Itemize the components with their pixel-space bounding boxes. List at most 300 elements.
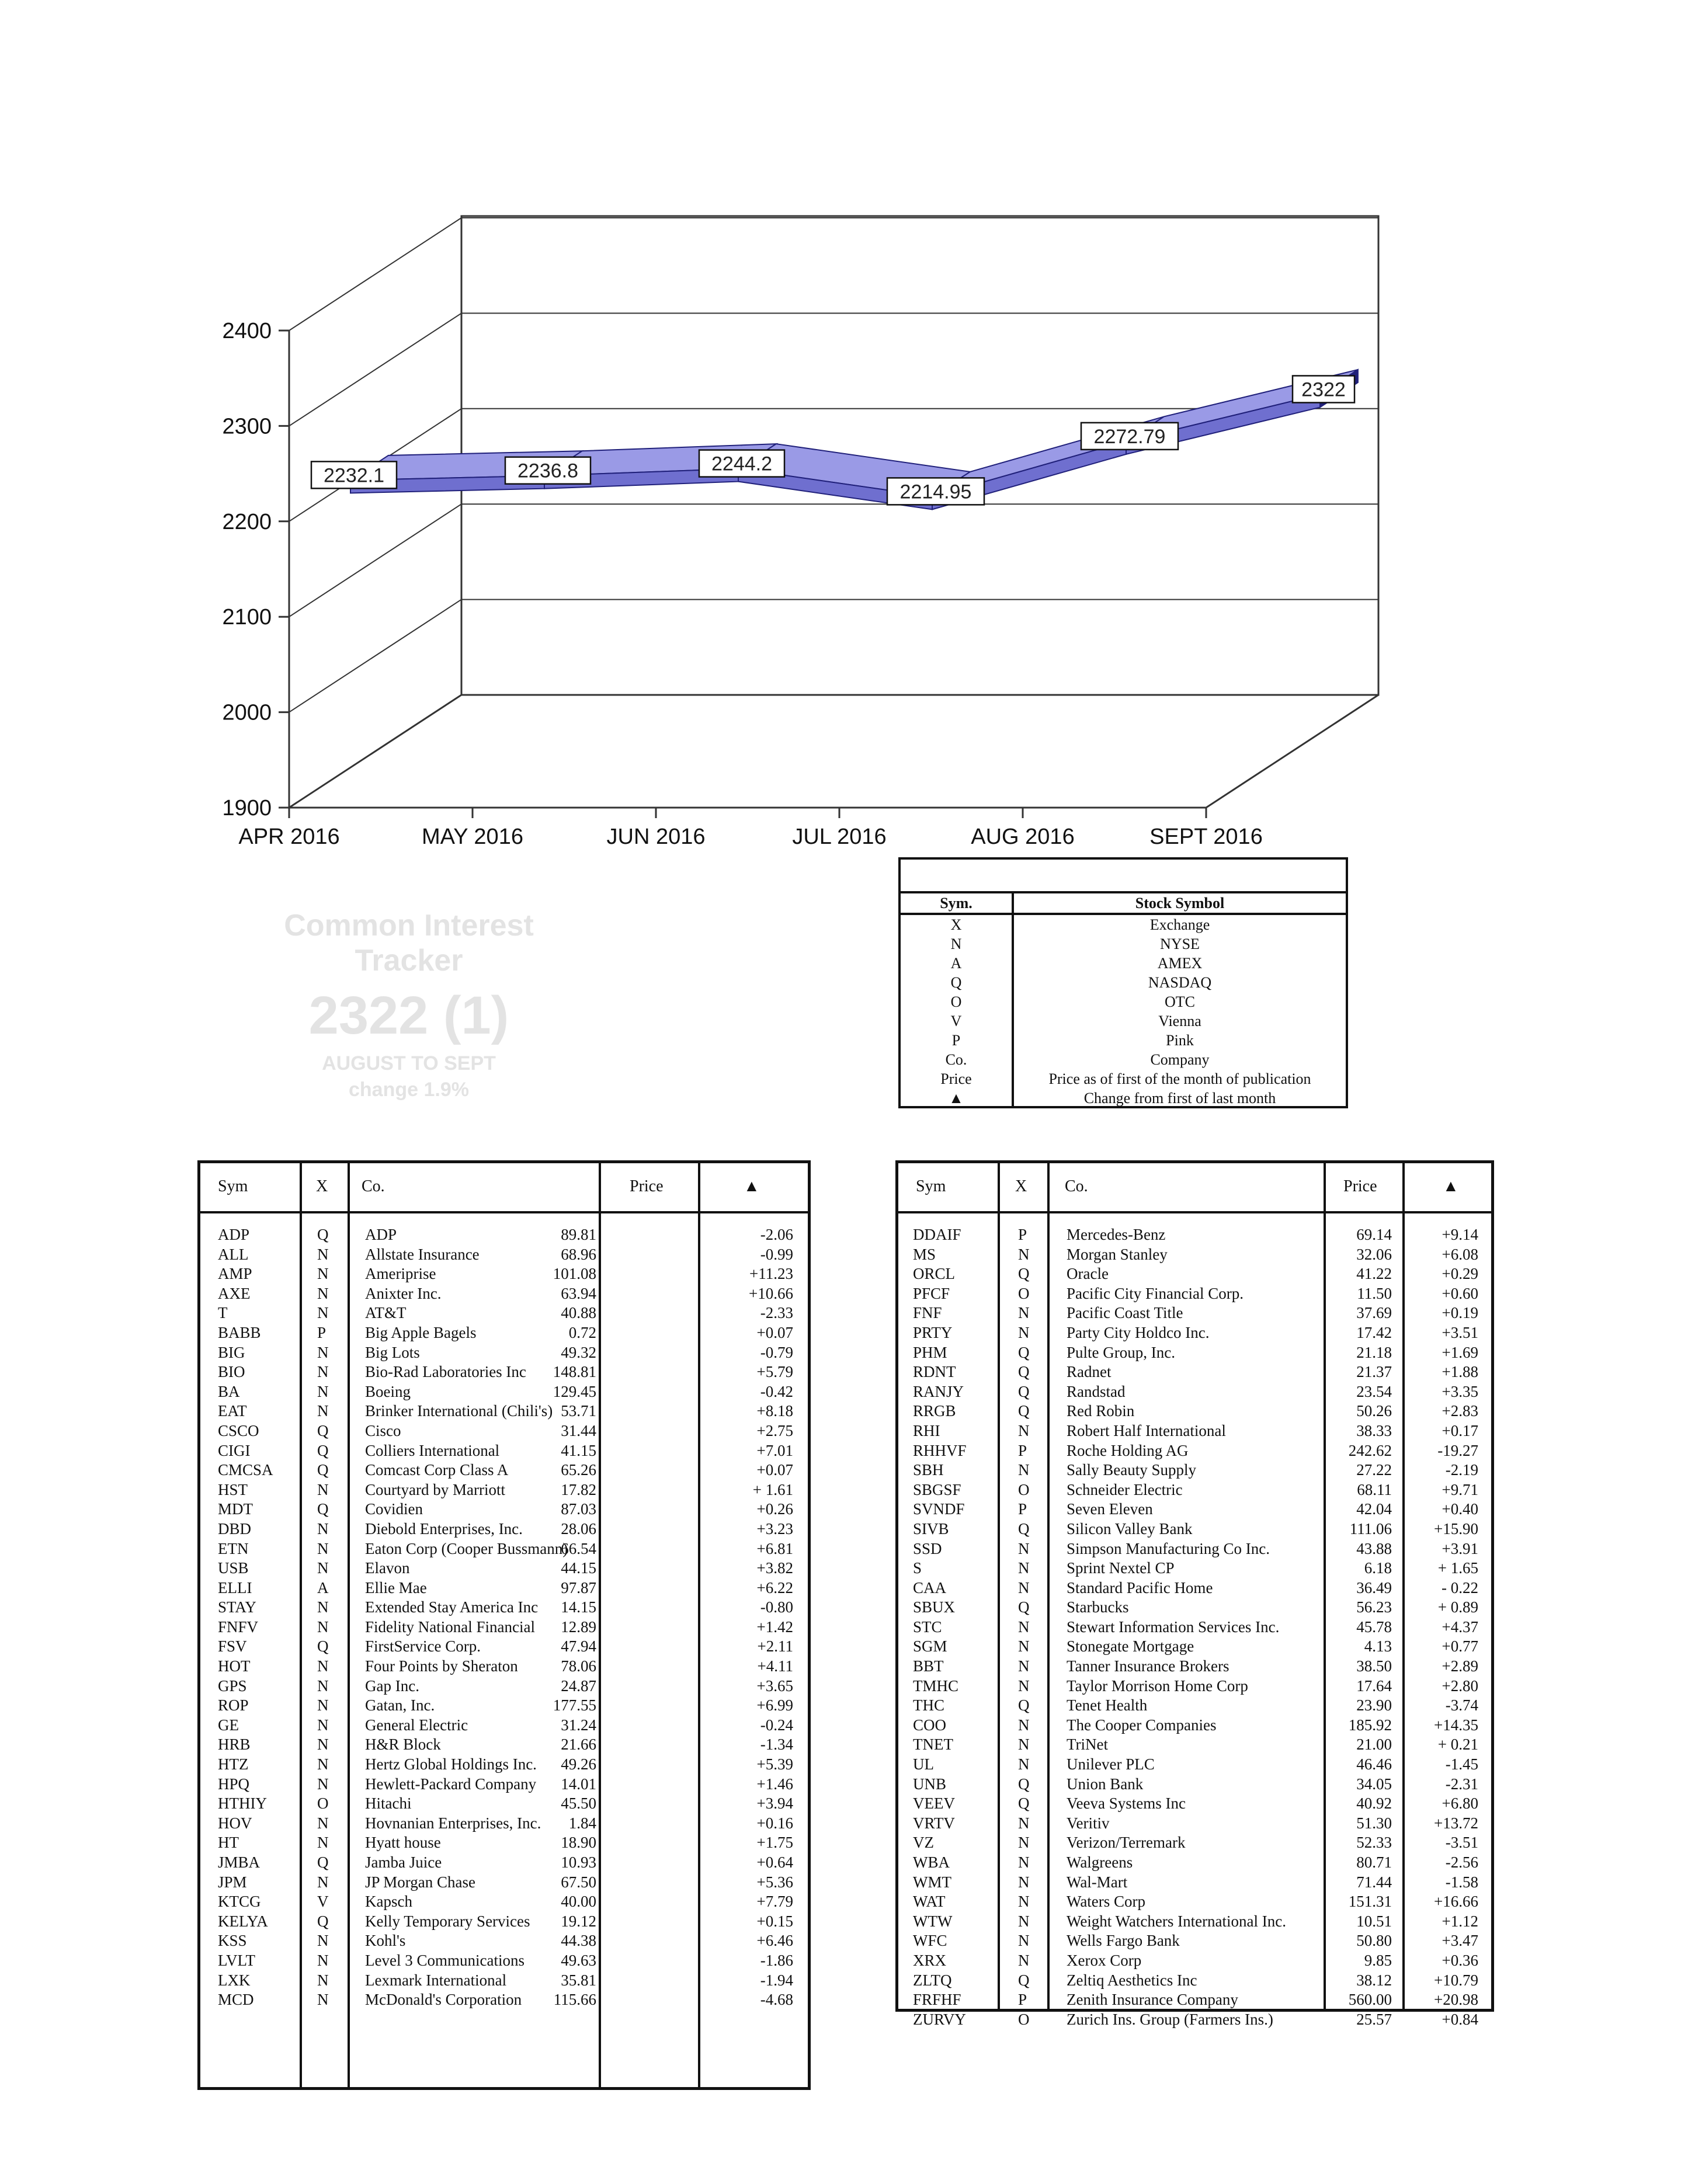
- cell-exchange: N: [317, 1971, 329, 1989]
- cell-sym: KELYA: [218, 1912, 268, 1930]
- cell-sym: BABB: [218, 1323, 261, 1341]
- cell-change: +0.17: [1442, 1421, 1478, 1439]
- cell-price: 68.11: [1357, 1480, 1392, 1498]
- cell-sym: RANJY: [913, 1382, 964, 1400]
- cell-change: +3.65: [756, 1677, 793, 1695]
- cell-price: 111.06: [1349, 1519, 1392, 1538]
- table-row: [898, 1401, 1491, 1421]
- legend-desc: NYSE: [1160, 935, 1200, 952]
- cell-change: -0.99: [760, 1245, 793, 1263]
- cell-price: 68.96: [561, 1245, 596, 1263]
- cell-exchange: N: [1018, 1578, 1030, 1597]
- cell-exchange: O: [1018, 1284, 1030, 1302]
- cell-sym: ADP: [218, 1226, 250, 1243]
- cell-company: Fidelity National Financial: [365, 1618, 535, 1636]
- cell-exchange: N: [1018, 1912, 1030, 1930]
- table-row: [898, 1343, 1491, 1363]
- cell-company: Hovnanian Enterprises, Inc.: [365, 1814, 541, 1832]
- cell-price: 21.00: [1356, 1736, 1392, 1754]
- cell-exchange: P: [317, 1323, 327, 1341]
- cell-exchange: N: [1018, 1873, 1030, 1891]
- cell-change: +0.64: [756, 1853, 793, 1871]
- cell-company: Hertz Global Holdings Inc.: [365, 1755, 537, 1773]
- legend-sym: V: [901, 1011, 1013, 1031]
- table-row: [200, 1598, 808, 1618]
- header-x: X: [1015, 1177, 1027, 1195]
- cell-exchange: N: [317, 1382, 329, 1400]
- chart-ribbon: [350, 370, 1358, 509]
- legend-row: [901, 1011, 1346, 1031]
- cell-sym: PHM: [913, 1343, 947, 1361]
- cell-change: -0.42: [760, 1382, 793, 1400]
- cell-price: 89.81: [561, 1226, 596, 1243]
- cell-change: +4.37: [1442, 1618, 1478, 1636]
- header-co: Co.: [362, 1177, 385, 1195]
- cell-price: 21.66: [561, 1736, 596, 1754]
- table-row: [200, 1716, 808, 1736]
- cell-price: 177.55: [553, 1696, 596, 1714]
- cell-company: Party City Holdco Inc.: [1067, 1323, 1210, 1341]
- cell-company: Red Robin: [1067, 1402, 1135, 1420]
- cell-sym: USB: [218, 1559, 249, 1577]
- legend-desc: Company: [1150, 1051, 1210, 1068]
- table-row: [200, 1775, 808, 1795]
- cell-sym: ALL: [218, 1245, 249, 1263]
- cell-price: 56.23: [1356, 1598, 1392, 1616]
- cell-change: +1.69: [1442, 1343, 1478, 1361]
- cell-price: 44.38: [561, 1932, 596, 1950]
- cell-exchange: Q: [317, 1441, 329, 1459]
- table-row: [898, 1264, 1491, 1284]
- cell-price: 71.44: [1356, 1873, 1392, 1891]
- cell-company: Union Bank: [1067, 1775, 1144, 1793]
- chart-data-label: 2236.8: [517, 460, 578, 482]
- table-row: [898, 1539, 1491, 1559]
- cell-sym: XRX: [913, 1951, 947, 1969]
- cell-sym: RHHVF: [913, 1441, 967, 1459]
- cell-price: 63.94: [561, 1284, 596, 1302]
- watermark-line2: 2322 (1): [308, 986, 509, 1045]
- cell-company: Zenith Insurance Company: [1067, 1991, 1238, 2009]
- cell-price: 23.90: [1356, 1696, 1392, 1714]
- cell-sym: THC: [913, 1696, 944, 1714]
- cell-sym: CMCSA: [218, 1461, 273, 1479]
- cell-company: Boeing: [365, 1382, 411, 1400]
- cell-change: +0.16: [756, 1814, 793, 1832]
- cell-price: 17.82: [561, 1480, 596, 1498]
- cell-change: -1.86: [760, 1951, 793, 1969]
- cell-company: Wells Fargo Bank: [1067, 1932, 1180, 1950]
- cell-price: 41.15: [561, 1441, 596, 1459]
- cell-exchange: N: [1018, 1893, 1030, 1911]
- cell-change: -4.68: [760, 1991, 793, 2009]
- cell-sym: JPM: [218, 1873, 247, 1891]
- table-row: [200, 1559, 808, 1578]
- cell-company: Diebold Enterprises, Inc.: [365, 1519, 523, 1538]
- cell-company: Starbucks: [1067, 1598, 1129, 1616]
- cell-change: +2.83: [1442, 1402, 1478, 1420]
- table-row: [200, 1931, 808, 1951]
- cell-price: 185.92: [1348, 1716, 1392, 1734]
- cell-company: Ameriprise: [365, 1265, 436, 1283]
- index-line-chart: [0, 0, 1688, 876]
- cell-sym: HOV: [218, 1814, 252, 1832]
- cell-sym: SSD: [913, 1539, 942, 1557]
- cell-sym: COO: [913, 1716, 947, 1734]
- cell-change: +6.80: [1442, 1795, 1478, 1813]
- cell-sym: TNET: [913, 1736, 953, 1754]
- cell-price: 87.03: [561, 1500, 596, 1518]
- cell-company: Big Lots: [365, 1343, 420, 1361]
- cell-company: Schneider Electric: [1067, 1480, 1183, 1498]
- cell-sym: HTHIY: [218, 1795, 267, 1813]
- legend-sym: A: [901, 954, 1013, 973]
- cell-company: Weight Watchers International Inc.: [1067, 1912, 1287, 1930]
- cell-company: Allstate Insurance: [365, 1245, 480, 1263]
- cell-change: +0.26: [756, 1500, 793, 1518]
- chart-right-depth-edge: [1206, 695, 1378, 808]
- cell-change: -2.33: [760, 1304, 793, 1322]
- cell-sym: SBH: [913, 1461, 944, 1479]
- cell-sym: ELLI: [218, 1578, 252, 1597]
- cell-change: +6.08: [1442, 1245, 1478, 1263]
- cell-price: 38.12: [1356, 1971, 1392, 1989]
- cell-change: +3.91: [1442, 1539, 1478, 1557]
- watermark-line1: Common Interest Tracker: [284, 909, 534, 978]
- cell-exchange: Q: [317, 1226, 329, 1243]
- cell-price: 115.66: [553, 1991, 596, 2009]
- cell-company: Covidien: [365, 1500, 423, 1518]
- cell-company: Pulte Group, Inc.: [1067, 1343, 1175, 1361]
- cell-price: 151.31: [1348, 1893, 1392, 1911]
- cell-change: +10.79: [1434, 1971, 1478, 1989]
- chart-data-label: 2214.95: [899, 481, 972, 503]
- cell-exchange: Q: [1018, 1519, 1030, 1538]
- cell-exchange: N: [317, 1696, 329, 1714]
- cell-company: Veritiv: [1067, 1814, 1110, 1832]
- table-row: [898, 1833, 1491, 1853]
- cell-exchange: N: [317, 1951, 329, 1969]
- table-row: [200, 1362, 808, 1382]
- cell-sym: GPS: [218, 1677, 247, 1695]
- table-row: [898, 1794, 1491, 1814]
- cell-exchange: N: [317, 1265, 329, 1283]
- cell-exchange: N: [1018, 1814, 1030, 1832]
- legend-desc: Vienna: [1158, 1013, 1201, 1030]
- cell-price: 10.93: [561, 1853, 596, 1871]
- cell-company: The Cooper Companies: [1067, 1716, 1217, 1734]
- cell-price: 40.00: [561, 1893, 596, 1911]
- table-row: [200, 1755, 808, 1775]
- stock-table-left: [197, 1160, 811, 2090]
- cell-exchange: P: [1018, 1500, 1027, 1518]
- cell-sym: PRTY: [913, 1323, 953, 1341]
- cell-exchange: O: [1018, 2010, 1030, 2028]
- cell-company: Stonegate Mortgage: [1067, 1637, 1194, 1656]
- header-co: Co.: [1065, 1177, 1088, 1195]
- chart-x-tick-label: APR 2016: [238, 825, 340, 849]
- cell-exchange: N: [317, 1304, 329, 1322]
- legend-desc: Pink: [1166, 1032, 1194, 1049]
- cell-price: 50.26: [1356, 1402, 1392, 1420]
- cell-company: Jamba Juice: [365, 1853, 442, 1871]
- cell-change: +2.75: [756, 1421, 793, 1439]
- cell-price: 35.81: [561, 1971, 596, 1989]
- stock-table-left-header: [200, 1163, 808, 1213]
- cell-sym: MS: [913, 1245, 936, 1263]
- cell-sym: RHI: [913, 1421, 940, 1439]
- chart-gridline-side: [289, 504, 461, 617]
- cell-company: Zeltiq Aesthetics Inc: [1067, 1971, 1197, 1989]
- chart-y-tick-label: 2300: [222, 414, 272, 439]
- cell-price: 101.08: [553, 1265, 596, 1283]
- cell-change: +0.07: [756, 1323, 793, 1341]
- cell-change: + 0.89: [1437, 1598, 1478, 1616]
- table-row: [200, 1323, 808, 1343]
- cell-company: Unilever PLC: [1067, 1755, 1155, 1773]
- chart-x-tick-label: SEPT 2016: [1149, 825, 1263, 849]
- cell-company: Randstad: [1067, 1382, 1126, 1400]
- cell-exchange: V: [317, 1893, 329, 1911]
- table-row: [200, 1990, 808, 2010]
- table-row: [898, 1303, 1491, 1323]
- cell-exchange: N: [1018, 1716, 1030, 1734]
- table-row: [200, 1441, 808, 1461]
- cell-price: 32.06: [1356, 1245, 1392, 1263]
- header-change: ▲: [1443, 1177, 1459, 1195]
- table-row: [898, 1755, 1491, 1775]
- cell-sym: HOT: [218, 1657, 251, 1675]
- cell-change: +9.14: [1442, 1226, 1478, 1243]
- cell-price: 129.45: [553, 1382, 596, 1400]
- legend-top-band: [901, 860, 1346, 893]
- legend-desc: AMEX: [1157, 955, 1203, 972]
- cell-change: - 0.22: [1442, 1578, 1478, 1597]
- legend-sym: N: [901, 934, 1013, 954]
- cell-price: 78.06: [561, 1657, 596, 1675]
- cell-change: + 1.61: [752, 1480, 793, 1498]
- table-row: [200, 1637, 808, 1657]
- cell-sym: FNFV: [218, 1618, 259, 1636]
- cell-company: Mercedes-Benz: [1067, 1226, 1166, 1243]
- cell-change: +2.11: [757, 1637, 793, 1656]
- table-row: [898, 1716, 1491, 1736]
- cell-change: +0.19: [1442, 1304, 1478, 1322]
- legend-row: [901, 914, 1346, 934]
- table-row: [200, 1421, 808, 1441]
- cell-sym: CAA: [913, 1578, 947, 1597]
- table-row: [898, 2010, 1491, 2030]
- cell-exchange: N: [317, 1402, 329, 1420]
- chart-gridline-side: [289, 600, 461, 712]
- chart-y-tick-label: 1900: [222, 796, 272, 820]
- cell-sym: DDAIF: [913, 1226, 961, 1243]
- cell-price: 25.57: [1356, 2010, 1392, 2028]
- cell-change: +0.60: [1442, 1284, 1478, 1302]
- cell-company: Zurich Ins. Group (Farmers Ins.): [1067, 2010, 1273, 2028]
- cell-sym: MCD: [218, 1991, 254, 2009]
- cell-price: 31.24: [561, 1716, 596, 1734]
- cell-company: Ellie Mae: [365, 1578, 427, 1597]
- cell-exchange: N: [1018, 1657, 1030, 1675]
- table-row: [898, 1735, 1491, 1755]
- cell-exchange: Q: [317, 1461, 329, 1479]
- cell-change: +0.36: [1442, 1951, 1478, 1969]
- cell-company: Walgreens: [1067, 1853, 1133, 1871]
- cell-price: 51.30: [1356, 1814, 1392, 1832]
- cell-change: +3.47: [1442, 1932, 1478, 1950]
- legend-sym: Price: [901, 1069, 1013, 1088]
- cell-price: 80.71: [1356, 1853, 1392, 1871]
- cell-company: Stewart Information Services Inc.: [1067, 1618, 1280, 1636]
- cell-change: +9.71: [1442, 1480, 1478, 1498]
- cell-price: 97.87: [561, 1578, 596, 1597]
- cell-sym: HRB: [218, 1736, 251, 1754]
- cell-company: Simpson Manufacturing Co Inc.: [1067, 1539, 1270, 1557]
- cell-company: Taylor Morrison Home Corp: [1067, 1677, 1248, 1695]
- cell-change: +6.46: [756, 1932, 793, 1950]
- chart-y-tick-label: 2000: [222, 700, 272, 725]
- cell-company: Anixter Inc.: [365, 1284, 442, 1302]
- cell-sym: WAT: [913, 1893, 946, 1911]
- cell-exchange: Q: [1018, 1402, 1030, 1420]
- cell-price: 52.33: [1356, 1834, 1392, 1852]
- cell-sym: ROP: [218, 1696, 249, 1714]
- cell-change: +0.84: [1442, 2010, 1478, 2028]
- cell-company: Colliers International: [365, 1441, 500, 1459]
- cell-sym: AXE: [218, 1284, 251, 1302]
- table-row: [200, 1401, 808, 1421]
- cell-price: 49.32: [561, 1343, 596, 1361]
- cell-company: Gatan, Inc.: [365, 1696, 435, 1714]
- cell-exchange: N: [1018, 1245, 1030, 1263]
- table-row: [898, 1853, 1491, 1873]
- header-sym: Sym: [218, 1177, 248, 1195]
- chart-y-tick-label: 2100: [222, 605, 272, 630]
- table-row: [898, 1951, 1491, 1971]
- cell-sym: CIGI: [218, 1441, 251, 1459]
- cell-change: +0.77: [1442, 1637, 1478, 1656]
- cell-sym: WTW: [913, 1912, 953, 1930]
- cell-exchange: O: [1018, 1480, 1030, 1498]
- cell-price: 0.72: [568, 1323, 596, 1341]
- chart-frame: [289, 216, 1378, 808]
- cell-price: 10.51: [1356, 1912, 1392, 1930]
- table-row: [898, 1696, 1491, 1716]
- table-row: [898, 1677, 1491, 1696]
- stock-table-left-body: [200, 1225, 808, 2010]
- cell-company: Big Apple Bagels: [365, 1323, 477, 1341]
- cell-change: +15.90: [1434, 1519, 1478, 1538]
- cell-sym: FNF: [913, 1304, 942, 1322]
- cell-company: Lexmark International: [365, 1971, 507, 1989]
- table-row: [898, 1873, 1491, 1893]
- cell-sym: STAY: [218, 1598, 256, 1616]
- cell-change: +5.39: [756, 1755, 793, 1773]
- legend-sym: Q: [901, 973, 1013, 992]
- cell-sym: ETN: [218, 1539, 249, 1557]
- cell-sym: JMBA: [218, 1853, 261, 1871]
- cell-change: -0.79: [760, 1343, 793, 1361]
- cell-company: Tenet Health: [1067, 1696, 1148, 1714]
- table-row: [200, 1618, 808, 1637]
- table-row: [200, 1382, 808, 1402]
- legend-sym: O: [901, 992, 1013, 1011]
- cell-exchange: N: [317, 1834, 329, 1852]
- cell-exchange: Q: [317, 1912, 329, 1930]
- cell-price: 50.80: [1356, 1932, 1392, 1950]
- table-row: [898, 1931, 1491, 1951]
- cell-change: -3.51: [1445, 1834, 1478, 1852]
- cell-sym: RRGB: [913, 1402, 956, 1420]
- cell-company: Courtyard by Marriott: [365, 1480, 505, 1498]
- cell-company: Seven Eleven: [1067, 1500, 1153, 1518]
- cell-sym: GE: [218, 1716, 239, 1734]
- cell-exchange: Q: [1018, 1265, 1030, 1283]
- table-row: [200, 1343, 808, 1363]
- cell-price: 36.49: [1356, 1578, 1392, 1597]
- cell-exchange: N: [1018, 1323, 1030, 1341]
- cell-change: -1.34: [760, 1736, 793, 1754]
- cell-price: 67.50: [561, 1873, 596, 1891]
- cell-change: + 0.21: [1437, 1736, 1478, 1754]
- cell-change: +6.81: [756, 1539, 793, 1557]
- cell-change: +1.88: [1442, 1363, 1478, 1381]
- header-x: X: [316, 1177, 328, 1195]
- cell-price: 31.44: [561, 1421, 596, 1439]
- cell-exchange: N: [1018, 1637, 1030, 1656]
- cell-price: 53.71: [561, 1402, 596, 1420]
- cell-change: +10.66: [749, 1284, 793, 1302]
- cell-price: 21.37: [1356, 1363, 1392, 1381]
- cell-change: +3.94: [756, 1795, 793, 1813]
- watermark-line3: AUGUST TO SEPT: [322, 1052, 496, 1074]
- cell-change: +1.46: [756, 1775, 793, 1793]
- cell-company: Kelly Temporary Services: [365, 1912, 530, 1930]
- table-row: [898, 1559, 1491, 1578]
- cell-exchange: N: [1018, 1618, 1030, 1636]
- cell-sym: HST: [218, 1480, 248, 1498]
- cell-sym: BIG: [218, 1343, 245, 1361]
- chart-data-label: 2244.2: [711, 453, 772, 475]
- cell-exchange: A: [317, 1578, 329, 1597]
- cell-change: +0.07: [756, 1461, 793, 1479]
- cell-exchange: Q: [1018, 1363, 1030, 1381]
- table-row: [898, 1990, 1491, 2010]
- cell-price: 11.50: [1357, 1284, 1392, 1302]
- cell-company: Kapsch: [365, 1893, 412, 1911]
- header-sym: Sym: [916, 1177, 946, 1195]
- cell-exchange: O: [317, 1795, 329, 1813]
- chart-y-tick-label: 2400: [222, 319, 272, 343]
- table-row: [200, 1696, 808, 1716]
- cell-exchange: Q: [317, 1853, 329, 1871]
- cell-company: Morgan Stanley: [1067, 1245, 1168, 1263]
- symbol-legend: [898, 857, 1348, 1108]
- table-row: [200, 1873, 808, 1893]
- cell-exchange: Q: [1018, 1343, 1030, 1361]
- cell-price: 40.88: [561, 1304, 596, 1322]
- cell-exchange: N: [317, 1775, 329, 1793]
- cell-price: 9.85: [1364, 1951, 1392, 1969]
- legend-row: [901, 1050, 1346, 1069]
- cell-company: Four Points by Sheraton: [365, 1657, 518, 1675]
- cell-company: Radnet: [1067, 1363, 1112, 1381]
- cell-exchange: N: [1018, 1304, 1030, 1322]
- cell-sym: WMT: [913, 1873, 951, 1891]
- cell-exchange: N: [1018, 1677, 1030, 1695]
- cell-price: 38.33: [1356, 1421, 1392, 1439]
